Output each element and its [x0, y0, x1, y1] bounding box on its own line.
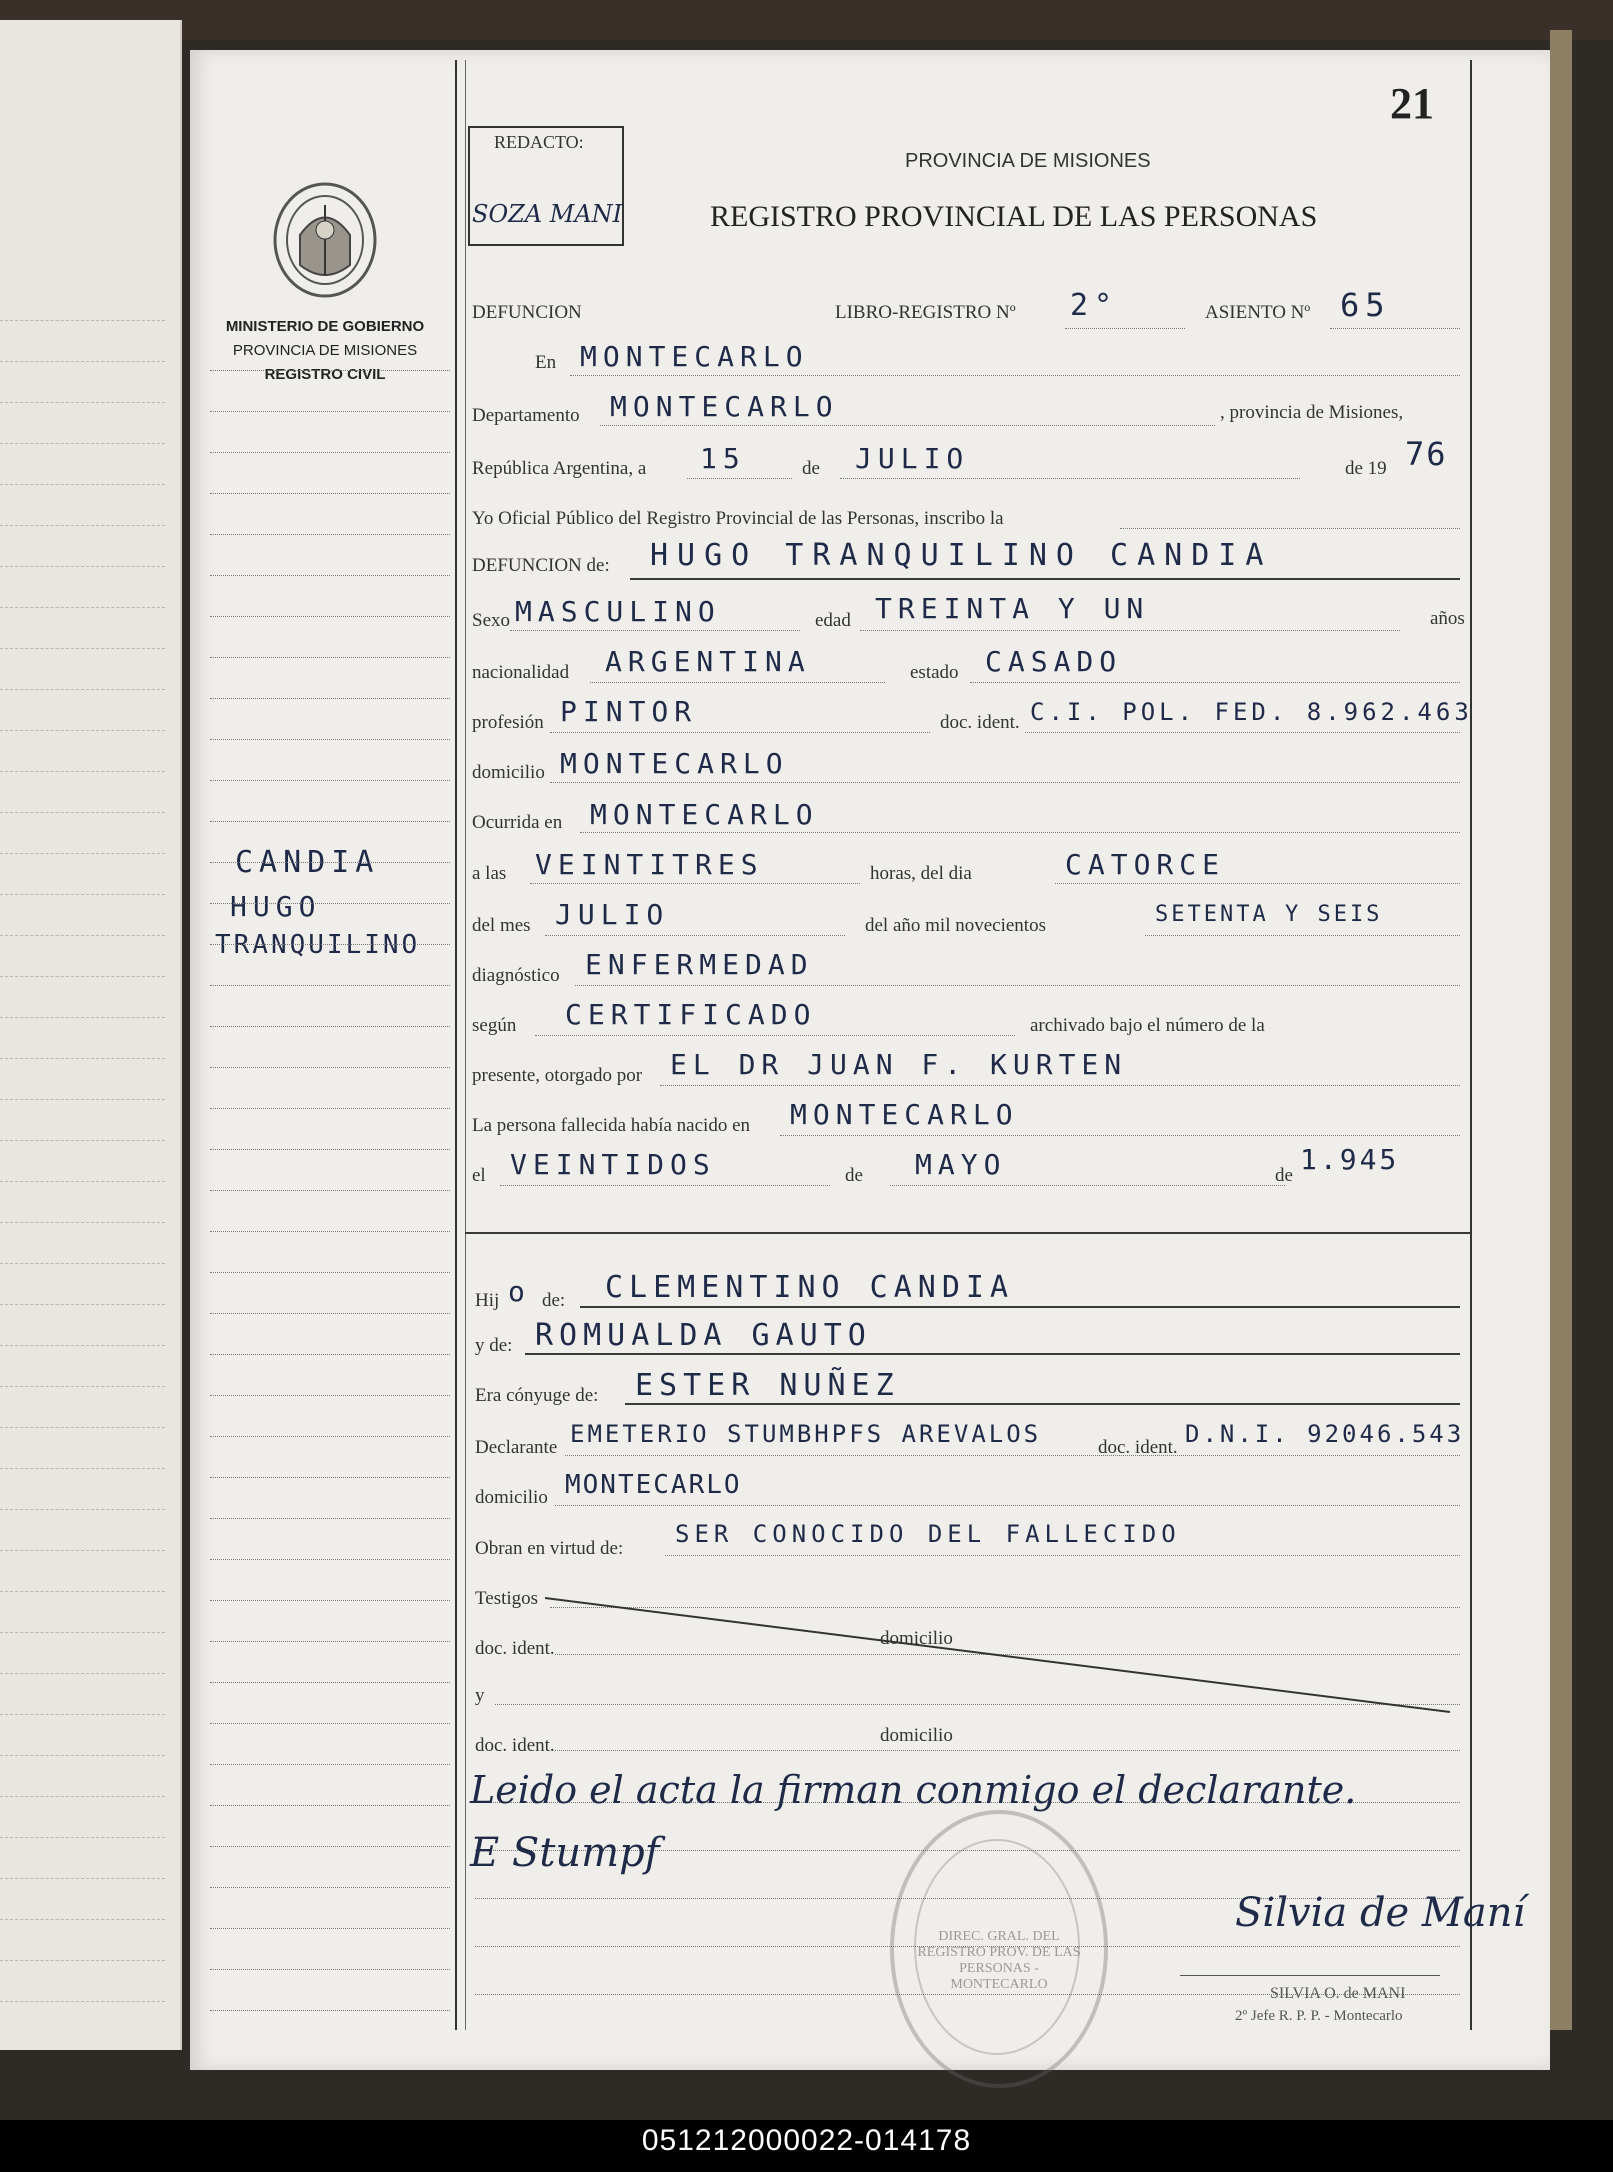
- ruled-line: [0, 1263, 165, 1264]
- official-seal: [890, 1810, 1108, 2088]
- margin-rule-inner: [465, 60, 466, 2030]
- footer-code: 051212000022-014178: [641, 2124, 972, 2157]
- margin-ruled-line: [210, 1436, 450, 1437]
- decl-dom-label: domicilio: [475, 1487, 548, 1508]
- margin-ruled-line: [210, 1108, 450, 1109]
- republica-label: República Argentina, a: [472, 458, 647, 479]
- nacionalidad-value: ARGENTINA: [605, 645, 811, 678]
- margin-ruled-line: [210, 534, 450, 535]
- departamento-label: Departamento: [472, 405, 580, 426]
- y-label: y: [475, 1685, 485, 1706]
- ministry-line-3: REGISTRO CIVIL: [264, 366, 386, 383]
- el-value: VEINTIDOS: [510, 1148, 716, 1181]
- margin-ruled-line: [210, 452, 450, 453]
- margin-ruled-line: [210, 1354, 450, 1355]
- margin-ruled-line: [210, 1395, 450, 1396]
- page-number: 21: [1390, 79, 1434, 128]
- ruled-line: [0, 1919, 165, 1920]
- profesion-value: PINTOR: [560, 695, 698, 728]
- anio-label: del año mil novecientos: [865, 915, 1046, 936]
- doc-label: doc. ident.: [940, 712, 1020, 733]
- ruled-line: [0, 361, 165, 362]
- declarante-label: Declarante: [475, 1437, 558, 1458]
- domicilio-label: domicilio: [472, 762, 545, 783]
- padre-value: CLEMENTINO CANDIA: [605, 1270, 1015, 1305]
- estado-value: CASADO: [985, 645, 1123, 678]
- ruled-line: [0, 812, 165, 813]
- yde-label: y de:: [475, 1335, 513, 1356]
- ruled-line: [0, 443, 165, 444]
- margin-second-name: TRANQUILINO: [215, 930, 421, 960]
- right-rule: [1470, 60, 1472, 2030]
- sexo-label: Sexo: [472, 610, 510, 631]
- ruled-line: [0, 1509, 165, 1510]
- ruled-line: [0, 320, 165, 321]
- margin-ruled-line: [210, 1026, 450, 1027]
- presente-label: presente, otorgado por: [472, 1065, 643, 1086]
- domicilio-value: MONTECARLO: [560, 747, 789, 780]
- el-label: el: [472, 1165, 486, 1186]
- ruled-line: [0, 607, 165, 608]
- provincia-label: , provincia de Misiones,: [1220, 402, 1404, 423]
- ruled-line: [0, 935, 165, 936]
- archivado-label: archivado bajo el número de la: [1030, 1015, 1265, 1036]
- margin-ruled-line: [210, 862, 450, 863]
- estado-label: estado: [910, 662, 959, 683]
- hijo-label: Hij: [475, 1290, 500, 1311]
- book-edge: [0, 0, 1613, 40]
- presente-value: EL DR JUAN F. KURTEN: [670, 1048, 1128, 1081]
- ruled-line: [0, 402, 165, 403]
- ruled-line: [0, 771, 165, 772]
- nacido-label: La persona fallecida había nacido en: [472, 1115, 750, 1136]
- margin-ruled-line: [210, 1149, 450, 1150]
- margin-ruled-line: [210, 944, 450, 945]
- official-name: SILVIA O. de MANI: [1270, 1985, 1406, 2002]
- margin-ruled-line: [210, 1928, 450, 1929]
- nac-month-value: MAYO: [915, 1148, 1007, 1181]
- libro-label: LIBRO-REGISTRO Nº: [835, 302, 1016, 323]
- de3-label: de: [1275, 1165, 1293, 1186]
- book-binding: [1550, 30, 1572, 2030]
- t2-dom-label: domicilio: [880, 1725, 953, 1746]
- alas-label: a las: [472, 863, 507, 884]
- redacto-label: REDACTO:: [494, 132, 584, 152]
- ruled-line: [0, 1796, 165, 1797]
- ruled-line: [0, 1386, 165, 1387]
- registry-title: REGISTRO PROVINCIAL DE LAS PERSONAS: [710, 200, 1318, 233]
- conyuge-label: Era cónyuge de:: [475, 1385, 599, 1406]
- closing-note: Leido el acta la firman conmigo el declarante.: [470, 1768, 1357, 1812]
- segun-label: según: [472, 1015, 517, 1036]
- doc-value: C.I. POL. FED. 8.962.463: [1030, 698, 1473, 726]
- dia-value: CATORCE: [1065, 848, 1226, 881]
- redacto-value: SOZA MANI: [472, 200, 623, 228]
- decl-dom-value: MONTECARLO: [565, 1470, 742, 1500]
- ruled-line: [0, 730, 165, 731]
- ruled-line: [0, 566, 165, 567]
- defuncion-de-value: HUGO TRANQUILINO CANDIA: [650, 538, 1273, 573]
- year-prefix-label: de 19: [1345, 458, 1387, 479]
- margin-ruled-line: [210, 821, 450, 822]
- ocurrida-value: MONTECARLO: [590, 798, 819, 831]
- act-type-label: DEFUNCION: [472, 302, 582, 323]
- margin-ruled-line: [210, 1067, 450, 1068]
- ruled-line: [0, 689, 165, 690]
- conyuge-value: ESTER NUÑEZ: [635, 1368, 900, 1403]
- margin-ruled-line: [210, 1805, 450, 1806]
- testigos-cancel-stroke: [545, 1590, 1455, 1720]
- register-page: [190, 50, 1550, 2070]
- margin-first-name: HUGO: [230, 890, 322, 923]
- margin-ruled-line: [210, 1682, 450, 1683]
- month-value: JULIO: [855, 442, 970, 475]
- decl-doc-label: doc. ident.: [1098, 1437, 1178, 1458]
- testigos-label: Testigos: [475, 1588, 539, 1609]
- margin-ruled-line: [210, 1477, 450, 1478]
- t-doc-label: doc. ident.: [475, 1638, 555, 1659]
- margin-ruled-line: [210, 903, 450, 904]
- margin-ruled-line: [210, 1190, 450, 1191]
- ruled-line: [0, 1632, 165, 1633]
- obran-label: Obran en virtud de:: [475, 1538, 624, 1559]
- oficial-text: Yo Oficial Público del Registro Provincial de las Personas, inscribo la: [472, 508, 1004, 529]
- margin-ruled-line: [210, 698, 450, 699]
- de2-label: de: [845, 1165, 863, 1186]
- section-divider: [465, 1232, 1470, 1234]
- margin-ruled-line: [210, 1518, 450, 1519]
- ministry-line-2: PROVINCIA DE MISIONES: [232, 342, 418, 359]
- en-value: MONTECARLO: [580, 340, 809, 373]
- anos-label: años: [1430, 608, 1465, 629]
- ruled-line: [0, 1960, 165, 1961]
- margin-ruled-line: [210, 370, 450, 371]
- left-page: [0, 20, 182, 2050]
- de-label: de: [802, 458, 820, 479]
- redacto-box: [468, 126, 624, 246]
- mes-value: JULIO: [555, 898, 670, 931]
- ruled-line: [0, 1673, 165, 1674]
- ruled-line: [0, 853, 165, 854]
- libro-value: 2°: [1070, 288, 1119, 323]
- ruled-line: [0, 525, 165, 526]
- defuncion-de-label: DEFUNCION de:: [472, 555, 610, 576]
- edad-label: edad: [815, 610, 851, 631]
- margin-ruled-line: [210, 985, 450, 986]
- ruled-line: [0, 1140, 165, 1141]
- seal-text: DIREC. GRAL. DEL REGISTRO PROV. DE LAS PERSONAS - MONTECARLO: [917, 1929, 1081, 1992]
- ruled-line: [0, 2001, 165, 2002]
- ruled-line: [0, 1099, 165, 1100]
- nacionalidad-label: nacionalidad: [472, 662, 570, 683]
- margin-rule: [455, 60, 457, 2030]
- ruled-line: [0, 1058, 165, 1059]
- t2-doc-label: doc. ident.: [475, 1735, 555, 1756]
- anio-value: SETENTA Y SEIS: [1155, 902, 1383, 927]
- margin-surname: CANDIA: [235, 845, 380, 880]
- edad-value: TREINTA Y UN: [875, 592, 1150, 625]
- margin-ruled-line: [210, 657, 450, 658]
- declarante-value: EMETERIO STUMBHPFS AREVALOS: [570, 1420, 1042, 1448]
- profesion-label: profesión: [472, 712, 544, 733]
- segun-value: CERTIFICADO: [565, 998, 817, 1031]
- margin-ruled-line: [210, 1887, 450, 1888]
- margin-ruled-line: [210, 1723, 450, 1724]
- decl-doc-value: D.N.I. 92046.543: [1185, 1420, 1465, 1448]
- margin-ruled-line: [210, 575, 450, 576]
- margin-ruled-line: [210, 1641, 450, 1642]
- nac-year-value: 1.945: [1300, 1143, 1400, 1176]
- ruled-line: [0, 1304, 165, 1305]
- margin-ruled-line: [210, 1846, 450, 1847]
- official-title: 2º Jefe R. P. P. - Montecarlo: [1235, 2008, 1403, 2024]
- ruled-line: [0, 1468, 165, 1469]
- ruled-line: [0, 1714, 165, 1715]
- ruled-line: [0, 1837, 165, 1838]
- ruled-line: [0, 484, 165, 485]
- alas-value: VEINTITRES: [535, 848, 764, 881]
- ruled-line: [0, 1878, 165, 1879]
- ruled-line: [0, 976, 165, 977]
- ruled-line: [0, 1755, 165, 1756]
- ocurrida-label: Ocurrida en: [472, 812, 563, 833]
- hijo-de-label: de:: [542, 1290, 566, 1311]
- margin-ruled-line: [210, 1231, 450, 1232]
- margin-ruled-line: [210, 1272, 450, 1273]
- ruled-line: [0, 1550, 165, 1551]
- margin-ruled-line: [210, 2010, 450, 2011]
- year-value: 76: [1405, 435, 1448, 473]
- ruled-line: [0, 648, 165, 649]
- en-label: En: [535, 352, 557, 373]
- ruled-line: [0, 1181, 165, 1182]
- ruled-line: [0, 1017, 165, 1018]
- ruled-line: [0, 894, 165, 895]
- ruled-line: [0, 1222, 165, 1223]
- ruled-line: [0, 1427, 165, 1428]
- provincial-emblem-icon: [270, 180, 380, 300]
- nacido-value: MONTECARLO: [790, 1098, 1019, 1131]
- obran-value: SER CONOCIDO DEL FALLECIDO: [675, 1520, 1181, 1548]
- province-heading: PROVINCIA DE MISIONES: [905, 150, 1151, 172]
- ruled-line: [0, 1591, 165, 1592]
- official-signature: Silvia de Maní: [1235, 1890, 1526, 1936]
- diagnostico-value: ENFERMEDAD: [585, 948, 814, 981]
- departamento-value: MONTECARLO: [610, 390, 839, 423]
- asiento-value: 65: [1340, 286, 1391, 324]
- ministry-line-1: MINISTERIO DE GOBIERNO: [225, 318, 425, 335]
- margin-ruled-line: [210, 1600, 450, 1601]
- margin-ruled-line: [210, 1559, 450, 1560]
- madre-value: ROMUALDA GAUTO: [535, 1318, 872, 1353]
- asiento-label: ASIENTO Nº: [1205, 302, 1311, 323]
- margin-ruled-line: [210, 616, 450, 617]
- declarante-signature: E Stumpf: [470, 1830, 660, 1876]
- day-value: 15: [700, 442, 746, 475]
- margin-ruled-line: [210, 493, 450, 494]
- horas-label: horas, del dia: [870, 863, 972, 884]
- margin-ruled-line: [210, 1764, 450, 1765]
- diagnostico-label: diagnóstico: [472, 965, 560, 986]
- margin-ruled-line: [210, 1313, 450, 1314]
- margin-ruled-line: [210, 739, 450, 740]
- margin-ruled-line: [210, 411, 450, 412]
- t-dom-label: domicilio: [880, 1628, 953, 1649]
- margin-ruled-line: [210, 1969, 450, 1970]
- ruled-line: [0, 1345, 165, 1346]
- margin-ruled-line: [210, 780, 450, 781]
- delmes-label: del mes: [472, 915, 531, 936]
- sexo-value: MASCULINO: [515, 595, 721, 628]
- hijo-suffix: o: [508, 1275, 531, 1308]
